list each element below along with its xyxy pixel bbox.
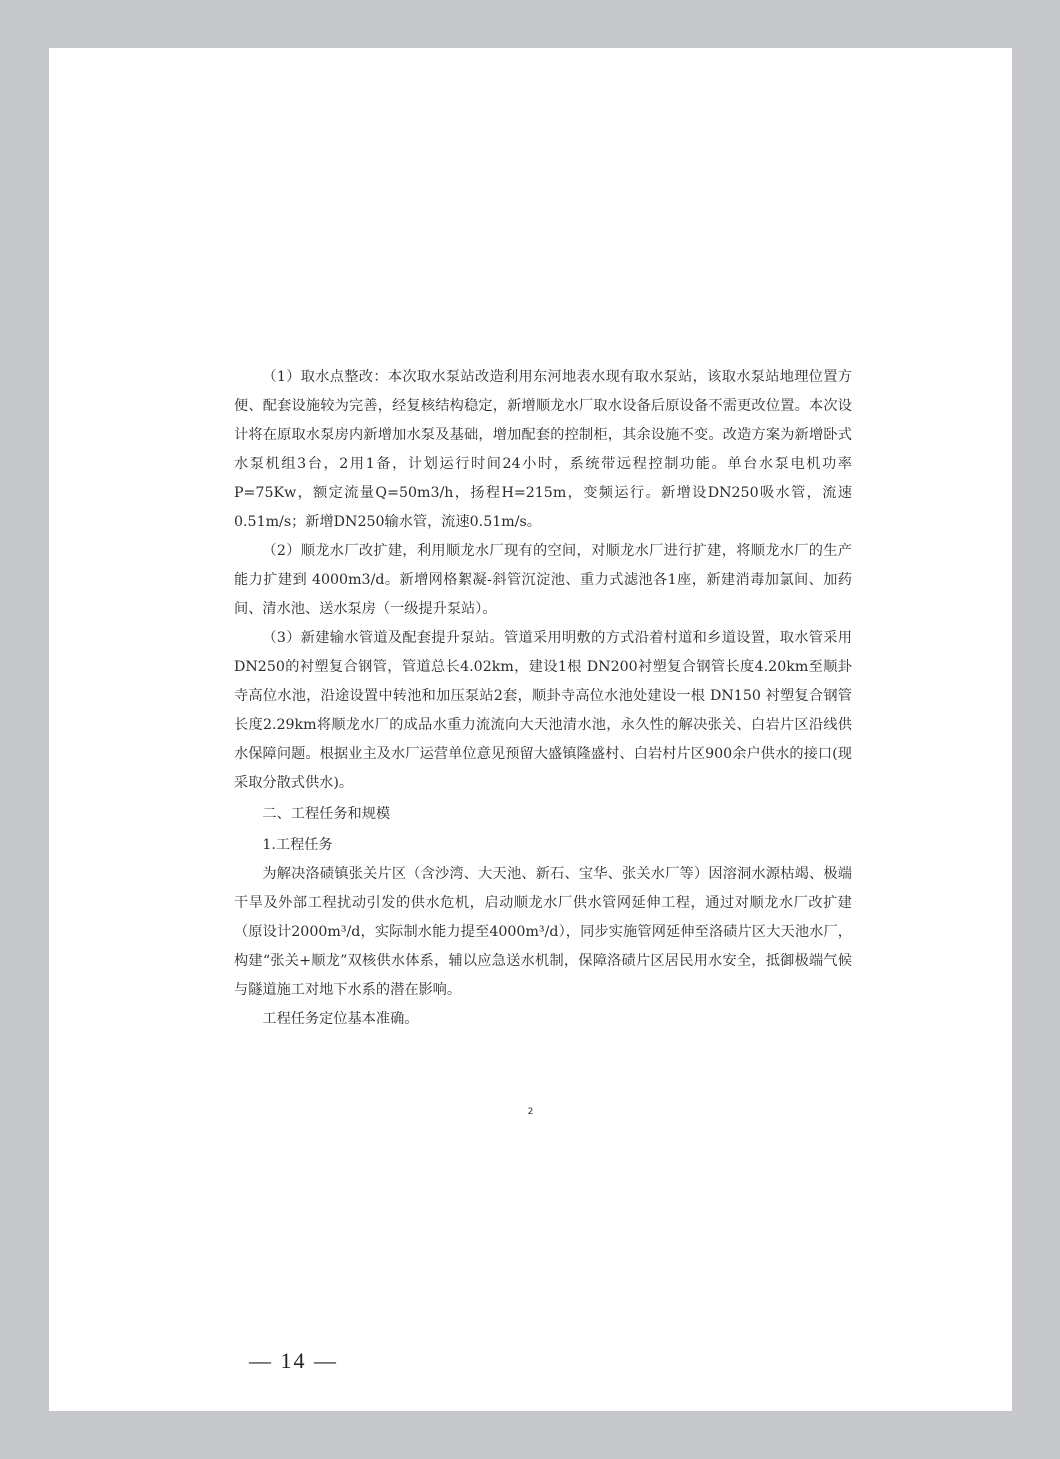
section-heading: 二、工程任务和规模 <box>262 806 391 822</box>
inner-page-number: 2 <box>527 1107 534 1117</box>
outer-page-number: — 14 — <box>249 1348 338 1373</box>
subsection-heading: 1.工程任务 <box>262 837 333 853</box>
paragraph-water-intake: （1）取水点整改：本次取水泵站改造利用东河地表水现有取水泵站，该取水泵站地理位置方便、配套设施较为完善，经复核结构稳定，新增顺龙水厂取水设备后原设备不需更改位置。本次设计将在原取水泵房内新增加水泵及基础，增加配套的控制柜，其余设施不变。改造方案为新增卧式水泵机组3台，2用1备，计划运行时间24小时，系统带远程控制功能。单台水泵电机功率P=75Kw，额定流量Q=50m3/h，扬程H=215m，变频运行。新增设DN250吸水管，流速0.51m/s；新增DN250输水管，流速0.51m/s。 <box>234 369 852 530</box>
paragraph-project-task: 为解决洛碛镇张关片区（含沙湾、大天池、新石、宝华、张关水厂等）因溶洞水源枯竭、极端干旱及外部工程扰动引发的供水危机，启动顺龙水厂供水管网延伸工程，通过对顺龙水厂改扩建（原设计2000m³/d，实际制水能力提至4000m³/d），同步实施管网延伸至洛碛片区大天池水厂，构建“张关+顺龙”双核供水体系，辅以应急送水机制，保障洛碛片区居民用水安全，抵御极端气候与隧道施工对地下水系的潜在影响。 <box>234 866 852 998</box>
body-text <box>234 363 852 1034</box>
paragraph-plant-expansion: （2）顺龙水厂改扩建，利用顺龙水厂现有的空间，对顺龙水厂进行扩建，将顺龙水厂的生产能力扩建到 4000m3/d。新增网格絮凝-斜管沉淀池、重力式滤池各1座，新建消毒加氯间、加药间、清水池、送水泵房（一级提升泵站）。 <box>234 543 852 617</box>
document-page <box>49 48 1012 1411</box>
paragraph-conclusion: 工程任务定位基本准确。 <box>262 1011 419 1027</box>
paragraph-pipeline: （3）新建输水管道及配套提升泵站。管道采用明敷的方式沿着村道和乡道设置，取水管采用DN250的衬塑复合钢管，管道总长4.02km，建设1根 DN200衬塑复合钢管长度4.20km至顺卦寺高位水池，沿途设置中转池和加压泵站2套，顺卦寺高位水池处建设一根 DN150 衬塑复合钢管长度2.29km将顺龙水厂的成品水重力流流向大天池清水池，永久性的解决张关、白岩片区沿线供水保障问题。根据业主及水厂运营单位意见预留大盛镇隆盛村、白岩村片区900余户供水的接口(现采取分散式供水)。 <box>234 630 852 791</box>
